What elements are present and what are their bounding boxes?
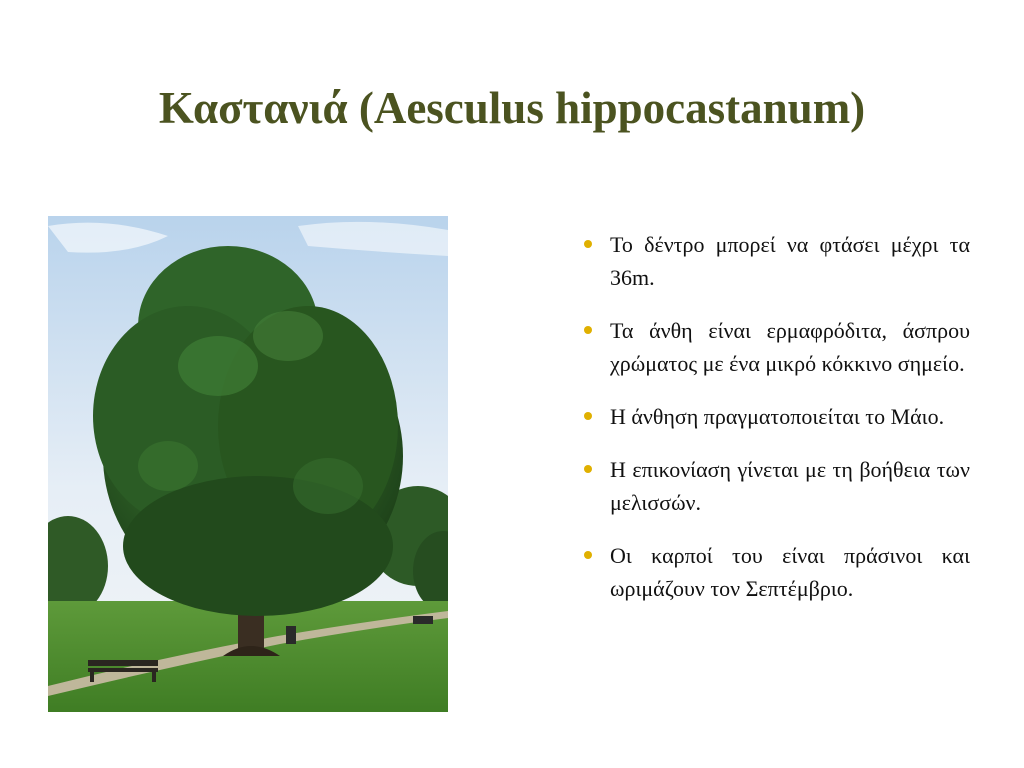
bullet-icon	[584, 551, 592, 559]
bullet-text: Η επικονίαση γίνεται με τη βοήθεια των μελισσών.	[610, 457, 970, 515]
bullet-icon	[584, 465, 592, 473]
bullet-list	[582, 228, 970, 625]
bullet-item	[582, 539, 970, 605]
bullet-item	[582, 314, 970, 380]
bullet-text: Το δέντρο μπορεί να φτάσει μέχρι τα 36m.	[610, 232, 970, 290]
bullet-item	[582, 400, 970, 433]
slide-title: Καστανιά (Aesculus hippocastanum)	[158, 83, 866, 133]
bullet-text: Οι καρποί του είναι πράσινοι και ωριμάζουν τον Σεπτέμβριο.	[610, 543, 970, 601]
bullet-icon	[584, 412, 592, 420]
bullet-icon	[584, 326, 592, 334]
chestnut-tree-photo	[48, 216, 448, 712]
bullet-item	[582, 228, 970, 294]
bullet-text: Τα άνθη είναι ερμαφρόδιτα, άσπρου χρώματος με ένα μικρό κόκκινο σημείο.	[610, 318, 970, 376]
bullet-text: Η άνθηση πραγματοποιείται το Μάιο.	[610, 404, 945, 429]
bullet-item	[582, 453, 970, 519]
bullet-icon	[584, 240, 592, 248]
